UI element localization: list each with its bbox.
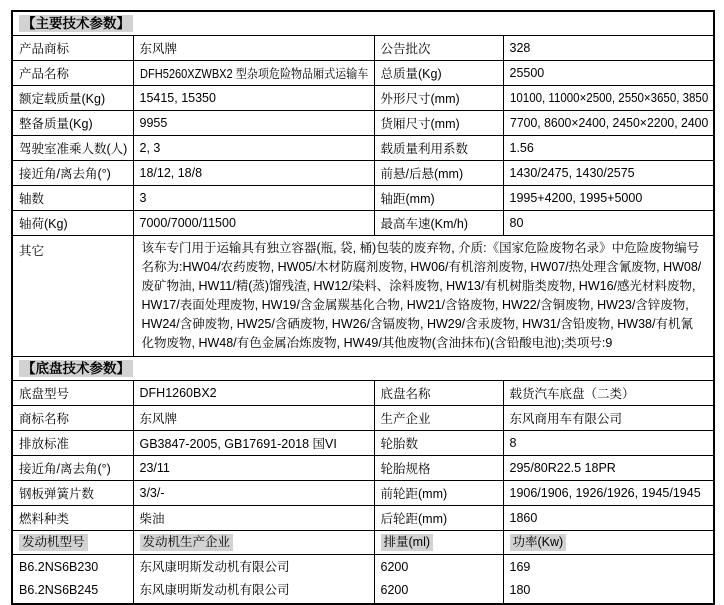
param-value: 东风商用车有限公司 <box>503 406 714 431</box>
param-label: 轮胎数 <box>374 431 503 456</box>
param-value: 23/11 <box>133 456 374 481</box>
engine-displacement: 6200 6200 <box>374 555 503 605</box>
param-value: DFH5260XZWBX2 型杂项危险物品厢式运输车 <box>133 61 374 86</box>
table-row <box>12 86 714 111</box>
param-label: 外形尺寸(mm) <box>374 86 503 111</box>
table-row <box>12 36 714 61</box>
param-label: 钢板弹簧片数 <box>12 481 133 506</box>
section-title: 【主要技术参数】 <box>19 15 133 32</box>
param-label: 其它 <box>12 236 133 357</box>
table-row <box>12 136 714 161</box>
engine-header-row <box>12 531 714 555</box>
param-label: 后轮距(mm) <box>374 506 503 531</box>
param-label: 前轮距(mm) <box>374 481 503 506</box>
table-row <box>12 506 714 531</box>
param-value: 1995+4200, 1995+5000 <box>503 186 714 211</box>
table-row <box>12 211 714 236</box>
param-label: 燃料种类 <box>12 506 133 531</box>
table-row <box>12 481 714 506</box>
param-value: 7700, 8600×2400, 2450×2200, 2400 <box>503 111 714 136</box>
param-label: 公告批次 <box>374 36 503 61</box>
param-label: 轴荷(Kg) <box>12 211 133 236</box>
table-row <box>12 406 714 431</box>
engine-header-manufacturer: 发动机生产企业 <box>133 531 374 555</box>
other-description: 该车专门用于运输具有独立容器(瓶, 袋, 桶)包装的废弃物, 介质:《国家危险废物名录》中危险废物编号名称为:HW04/农药废物, HW05/木材防腐剂废物, HW06/有机溶剂废物, HW07/热处理含氰废物, HW08/废矿物油, HW11/精(蒸)馏残渣, HW12/染料、涂料废物, HW13/有机树脂类废物, HW16/感光材料废物, HW17/表面处理废物, HW19/含金属羰基化合物, HW21/含铬废物, HW22/含铜废物, HW23/含锌废物, HW24/含砷废物, HW25/含硒废物, HW26/含镉废物, HW29/含汞废物, HW31/含铅废物, HW38/有机氰化物废物, HW48/有色金属冶炼废物, HW49/其他废物(含油抹布)(含铅酸电池);类项号:9 <box>133 236 714 357</box>
param-value: 10100, 11000×2500, 2550×3650, 3850 <box>503 86 714 111</box>
engine-model: B6.2NS6B230 B6.2NS6B245 <box>12 555 133 605</box>
spec-table <box>11 10 715 605</box>
param-value: 18/12, 18/8 <box>133 161 374 186</box>
param-value: 80 <box>503 211 714 236</box>
param-value: 载货汽车底盘（二类） <box>503 381 714 406</box>
param-value: 9955 <box>133 111 374 136</box>
table-row <box>12 61 714 86</box>
param-value: 8 <box>503 431 714 456</box>
section-header-chassis-params <box>12 357 714 381</box>
param-value: DFH1260BX2 <box>133 381 374 406</box>
param-label: 底盘型号 <box>12 381 133 406</box>
param-value: 295/80R22.5 18PR <box>503 456 714 481</box>
param-label: 整备质量(Kg) <box>12 111 133 136</box>
param-value: 东风牌 <box>133 406 374 431</box>
section-header-row <box>12 11 714 36</box>
param-value: 2, 3 <box>133 136 374 161</box>
engine-manufacturer: 东风康明斯发动机有限公司 东风康明斯发动机有限公司 <box>133 555 374 605</box>
param-value: 7000/7000/11500 <box>133 211 374 236</box>
engine-power: 169 180 <box>503 555 714 605</box>
param-label: 驾驶室准乘人数(人) <box>12 136 133 161</box>
param-label: 商标名称 <box>12 406 133 431</box>
section-title: 【底盘技术参数】 <box>19 360 133 377</box>
param-value: 15415, 15350 <box>133 86 374 111</box>
param-label: 总质量(Kg) <box>374 61 503 86</box>
section-header-row <box>12 357 714 381</box>
param-value: 柴油 <box>133 506 374 531</box>
param-label: 最高车速(Km/h) <box>374 211 503 236</box>
section-header-main-params <box>12 11 714 36</box>
engine-header-power: 功率(Kw) <box>503 531 714 555</box>
param-label: 载质量利用系数 <box>374 136 503 161</box>
table-row <box>12 111 714 136</box>
param-value: 3/3/- <box>133 481 374 506</box>
param-label: 接近角/离去角(°) <box>12 161 133 186</box>
param-label: 产品名称 <box>12 61 133 86</box>
param-value: 1.56 <box>503 136 714 161</box>
other-row <box>12 236 714 357</box>
param-label: 排放标准 <box>12 431 133 456</box>
param-value: 东风牌 <box>133 36 374 61</box>
param-label: 额定载质量(Kg) <box>12 86 133 111</box>
param-value: 328 <box>503 36 714 61</box>
param-label: 轴距(mm) <box>374 186 503 211</box>
param-label: 货厢尺寸(mm) <box>374 111 503 136</box>
param-label: 前悬/后悬(mm) <box>374 161 503 186</box>
param-label: 产品商标 <box>12 36 133 61</box>
engine-header-displacement: 排量(ml) <box>374 531 503 555</box>
table-row <box>12 186 714 211</box>
param-label: 轴数 <box>12 186 133 211</box>
table-row <box>12 431 714 456</box>
table-row <box>12 381 714 406</box>
param-value: 3 <box>133 186 374 211</box>
table-row <box>12 161 714 186</box>
table-row <box>12 456 714 481</box>
param-value: 1860 <box>503 506 714 531</box>
engine-header-model: 发动机型号 <box>12 531 133 555</box>
engine-data-row <box>12 555 714 605</box>
param-label: 轮胎规格 <box>374 456 503 481</box>
param-label: 底盘名称 <box>374 381 503 406</box>
param-value: 1906/1906, 1926/1926, 1945/1945 <box>503 481 714 506</box>
param-label: 接近角/离去角(°) <box>12 456 133 481</box>
param-value: 1430/2475, 1430/2575 <box>503 161 714 186</box>
param-label: 生产企业 <box>374 406 503 431</box>
param-value: GB3847-2005, GB17691-2018 国VI <box>133 431 374 456</box>
param-value: 25500 <box>503 61 714 86</box>
